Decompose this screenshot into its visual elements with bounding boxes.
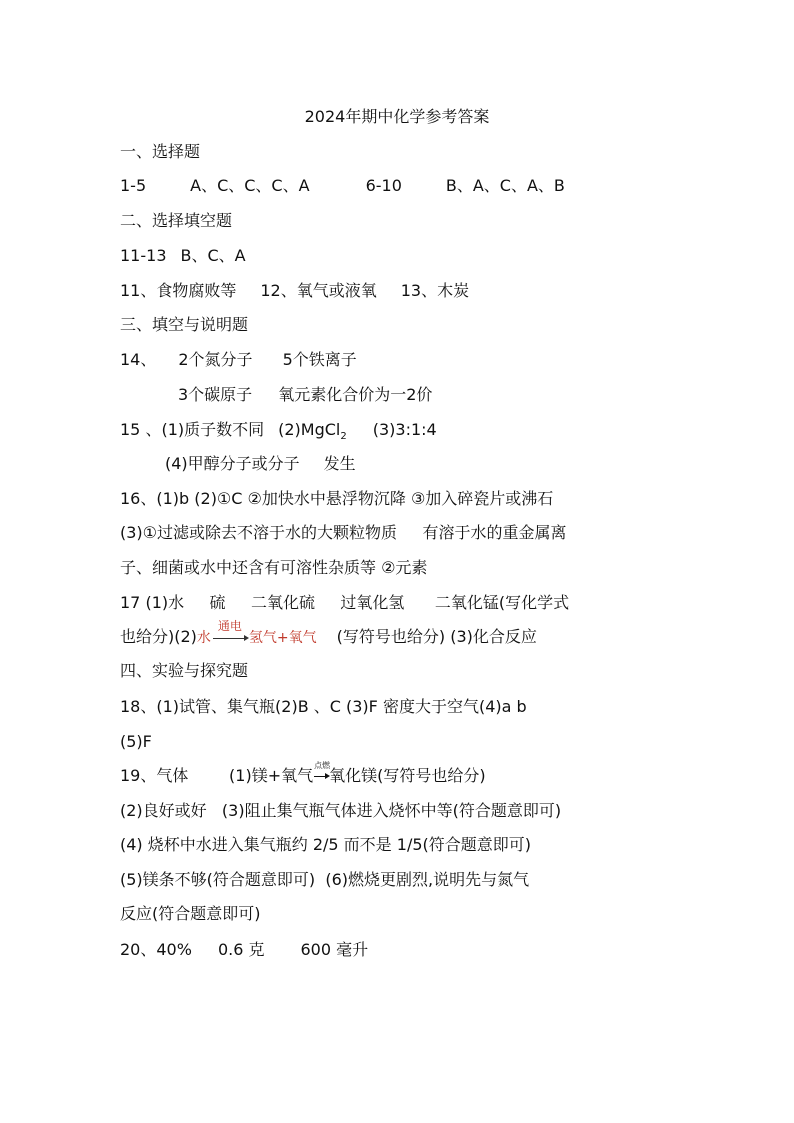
q15-part-5: 发生 — [323, 454, 356, 473]
mc-answers — [120, 175, 565, 197]
mc-answers-1: A、C、C、C、A — [190, 176, 310, 195]
reaction-condition: 通电 — [217, 619, 242, 633]
section-heading-1: 一、选择题 — [120, 142, 201, 161]
q19-line-5: 反应(符合题意即可) — [120, 904, 261, 923]
section-heading-3: 三、填空与说明题 — [120, 315, 249, 334]
q11-answer: 11、食物腐败等 — [120, 281, 237, 300]
q15-line-2 — [165, 453, 356, 475]
q15-subscript: 2 — [340, 431, 347, 443]
q17-part-2: (写符号也给分) (3)化合反应 — [336, 627, 537, 646]
q19-line-3: (4) 烧杯中水进入集气瓶约 2/5 而不是 1/5(符合题意即可) — [120, 835, 531, 854]
section-heading-4: 四、实验与探究题 — [120, 661, 249, 680]
q14-answer-c: 3个碳原子 — [178, 385, 253, 404]
reaction-arrow — [213, 619, 247, 649]
q14-answer-a: 2个氮分子 — [178, 350, 253, 369]
q15-part-2: (2)MgCl — [278, 420, 341, 439]
mc-range-2: 6-10 — [365, 176, 402, 195]
q12-answer: 12、氧气或液氧 — [260, 281, 377, 300]
q17-part-1: 也给分)(2) — [120, 627, 197, 646]
mc-answers-2: B、A、C、A、B — [445, 176, 565, 195]
q20-answer-b: 0.6 克 — [217, 940, 265, 959]
q19-line-1 — [120, 761, 486, 787]
section-heading-2: 二、选择填空题 — [120, 211, 233, 230]
page-title: 2024年期中化学参考答案 — [304, 107, 490, 126]
q14-line-1 — [120, 349, 357, 371]
q14-answer-b: 5个铁离子 — [282, 350, 357, 369]
q19-part-1: 19、气体 (1)镁+氧气 — [120, 766, 314, 785]
q14-line-2 — [178, 384, 432, 406]
q16-line-1: 16、(1)b (2)①C ②加快水中悬浮物沉降 ③加入碎瓷片或沸石 — [120, 489, 554, 508]
q14-answer-d: 氧元素化合价为一2价 — [278, 385, 433, 404]
q20-answer-a: 20、40% — [120, 940, 192, 959]
equation-products: 氢气+氧气 — [248, 630, 317, 646]
q20-line — [120, 939, 368, 961]
electrolysis-equation — [196, 619, 317, 649]
reaction-arrow — [314, 761, 331, 787]
reaction-condition: 点燃 — [314, 761, 331, 770]
q19-line-2: (2)良好或好 (3)阻止集气瓶气体进入烧怀中等(符合题意即可) — [120, 801, 562, 820]
q16-line-2: (3)①过滤或除去不溶于水的大颗粒物质 有溶于水的重金属离 — [120, 523, 567, 542]
q19-part-2: 氧化镁(写符号也给分) — [329, 766, 486, 785]
fill-answer: B、C、A — [180, 246, 246, 265]
q18-line-2: (5)F — [120, 732, 152, 751]
fill-range: 11-13 — [120, 246, 167, 265]
q11-13-answers — [120, 280, 469, 302]
mc-range-1: 1-5 — [120, 176, 147, 195]
q15-part-4: (4)甲醇分子或分子 — [165, 454, 300, 473]
q18-line-1: 18、(1)试管、集气瓶(2)B 、C (3)F 密度大于空气(4)a b — [120, 697, 527, 716]
q16-line-3: 子、细菌或水中还含有可溶性杂质等 ②元素 — [120, 558, 428, 577]
q17-line-2 — [120, 619, 537, 649]
q15-part-3: (3)3:1:4 — [372, 420, 437, 439]
q14-label: 14、 — [120, 350, 157, 369]
q13-answer: 13、木炭 — [400, 281, 470, 300]
q19-line-4: (5)镁条不够(符合题意即可) (6)燃烧更剧烈,说明先与氮气 — [120, 870, 530, 889]
q15-line-1 — [120, 419, 437, 448]
q20-answer-c: 600 毫升 — [300, 940, 369, 959]
q15-part-1: 15 、(1)质子数不同 — [120, 420, 265, 439]
q17-line-1: 17 (1)水 硫 二氧化硫 过氧化氢 二氧化锰(写化学式 — [120, 593, 570, 612]
fill-answers — [120, 245, 246, 267]
equation-reactant: 水 — [196, 630, 211, 646]
